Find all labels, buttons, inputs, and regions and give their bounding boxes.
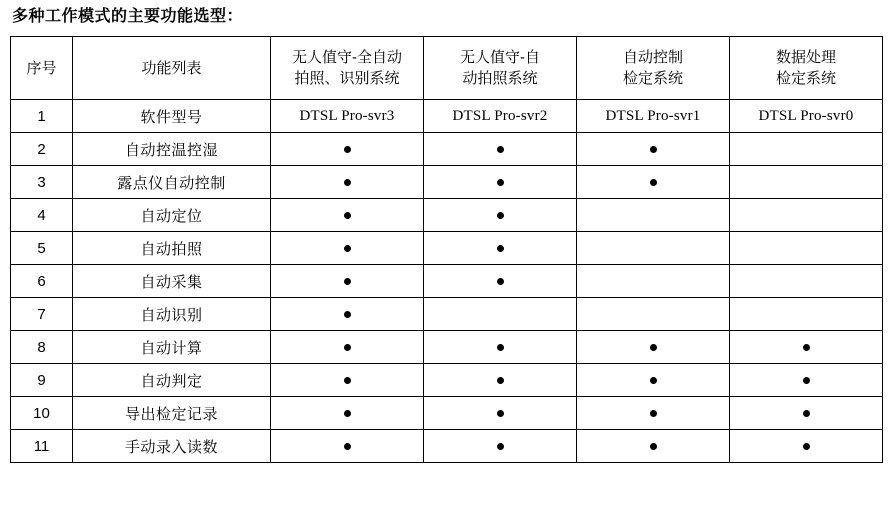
row-value-cell: DTSL Pro-svr1 [577,100,730,133]
row-value-cell [424,430,577,463]
row-value-cell [271,430,424,463]
table-row [11,232,883,265]
column-header-system-3-line-2: 检定系统 [622,70,683,88]
row-value-cell [577,397,730,430]
column-header-system-4-line-2: 检定系统 [775,70,836,88]
supported-dot-icon [497,344,504,351]
supported-dot-icon [344,377,351,384]
column-header-function-line-1: 功能列表 [141,59,202,77]
row-value-cell [577,265,730,298]
row-value-cell: DTSL Pro-svr2 [424,100,577,133]
row-value-cell [424,364,577,397]
table-row [11,331,883,364]
feature-comparison-table [10,36,883,463]
supported-dot-icon [344,212,351,219]
column-header-system-2 [424,37,577,100]
row-value-cell [577,430,730,463]
row-value-cell [271,298,424,331]
column-header-system-1-line-2: 拍照、识别系统 [294,70,400,88]
table-row [11,166,883,199]
column-header-system-3-line-1: 自动控制 [622,48,683,66]
column-header-index-line-1: 序号 [26,59,57,77]
table-header [11,37,883,100]
row-value-cell [271,232,424,265]
row-value-cell [577,133,730,166]
row-value-cell [730,265,883,298]
row-value-cell [730,133,883,166]
row-function-cell: 自动采集 [73,265,271,298]
table-body [11,100,883,463]
supported-dot-icon [497,245,504,252]
row-function-cell: 导出检定记录 [73,397,271,430]
table-row [11,364,883,397]
table-row [11,430,883,463]
row-value-cell [271,199,424,232]
supported-dot-icon [497,146,504,153]
row-function-cell: 自动识别 [73,298,271,331]
row-function-cell: 露点仪自动控制 [73,166,271,199]
supported-dot-icon [344,146,351,153]
supported-dot-icon [650,443,657,450]
supported-dot-icon [803,410,810,417]
page-title: 多种工作模式的主要功能选型： [12,8,244,25]
table-row [11,199,883,232]
row-function-cell: 自动定位 [73,199,271,232]
supported-dot-icon [344,311,351,318]
supported-dot-icon [497,443,504,450]
supported-dot-icon [650,377,657,384]
row-value-cell [577,199,730,232]
row-value-cell [271,364,424,397]
row-value-cell [271,265,424,298]
row-value-cell [424,199,577,232]
row-function-cell: 自动控温控湿 [73,133,271,166]
supported-dot-icon [344,245,351,252]
row-value-cell [577,232,730,265]
table-row [11,133,883,166]
supported-dot-icon [497,278,504,285]
row-index-cell: 5 [11,232,73,265]
supported-dot-icon [497,179,504,186]
row-function-cell: 自动判定 [73,364,271,397]
row-index-cell: 6 [11,265,73,298]
column-header-function [73,37,271,100]
column-header-system-2-line-2: 动拍照系统 [462,70,538,88]
column-header-index [11,37,73,100]
row-value-cell [271,166,424,199]
supported-dot-icon [344,278,351,285]
supported-dot-icon [344,410,351,417]
row-index-cell: 9 [11,364,73,397]
row-function-cell: 自动拍照 [73,232,271,265]
supported-dot-icon [344,443,351,450]
row-value-cell: DTSL Pro-svr0 [730,100,883,133]
row-value-cell: DTSL Pro-svr3 [271,100,424,133]
row-function-cell: 自动计算 [73,331,271,364]
row-function-cell: 手动录入读数 [73,430,271,463]
row-index-cell: 8 [11,331,73,364]
column-header-system-4 [730,37,883,100]
table-row [11,397,883,430]
row-value-cell [424,397,577,430]
row-value-cell [730,364,883,397]
column-header-system-1 [271,37,424,100]
row-index-cell: 3 [11,166,73,199]
row-value-cell [271,133,424,166]
table-row [11,100,883,133]
supported-dot-icon [344,179,351,186]
supported-dot-icon [497,212,504,219]
row-value-cell [424,133,577,166]
row-index-cell: 1 [11,100,73,133]
row-index-cell: 11 [11,430,73,463]
supported-dot-icon [803,443,810,450]
row-value-cell [730,166,883,199]
supported-dot-icon [803,344,810,351]
supported-dot-icon [650,344,657,351]
column-header-system-4-line-1: 数据处理 [775,48,836,66]
row-value-cell [730,199,883,232]
row-value-cell [730,298,883,331]
row-value-cell [271,331,424,364]
row-value-cell [577,364,730,397]
row-value-cell [730,331,883,364]
row-value-cell [730,397,883,430]
table-row [11,298,883,331]
row-value-cell [577,166,730,199]
supported-dot-icon [650,410,657,417]
supported-dot-icon [650,179,657,186]
table-header-row [11,37,883,100]
row-value-cell [730,430,883,463]
row-value-cell [577,331,730,364]
row-function-cell: 软件型号 [73,100,271,133]
row-value-cell [424,265,577,298]
row-value-cell [424,298,577,331]
row-value-cell [271,397,424,430]
column-header-system-2-line-1: 无人值守-自 [460,48,540,66]
row-index-cell: 10 [11,397,73,430]
row-value-cell [730,232,883,265]
supported-dot-icon [803,377,810,384]
column-header-system-1-line-1: 无人值守-全自动 [292,48,402,66]
row-value-cell [424,166,577,199]
table-row [11,265,883,298]
row-value-cell [424,331,577,364]
row-index-cell: 4 [11,199,73,232]
supported-dot-icon [650,146,657,153]
supported-dot-icon [344,344,351,351]
row-index-cell: 2 [11,133,73,166]
row-index-cell: 7 [11,298,73,331]
supported-dot-icon [497,410,504,417]
column-header-system-3 [577,37,730,100]
row-value-cell [424,232,577,265]
row-value-cell [577,298,730,331]
supported-dot-icon [497,377,504,384]
